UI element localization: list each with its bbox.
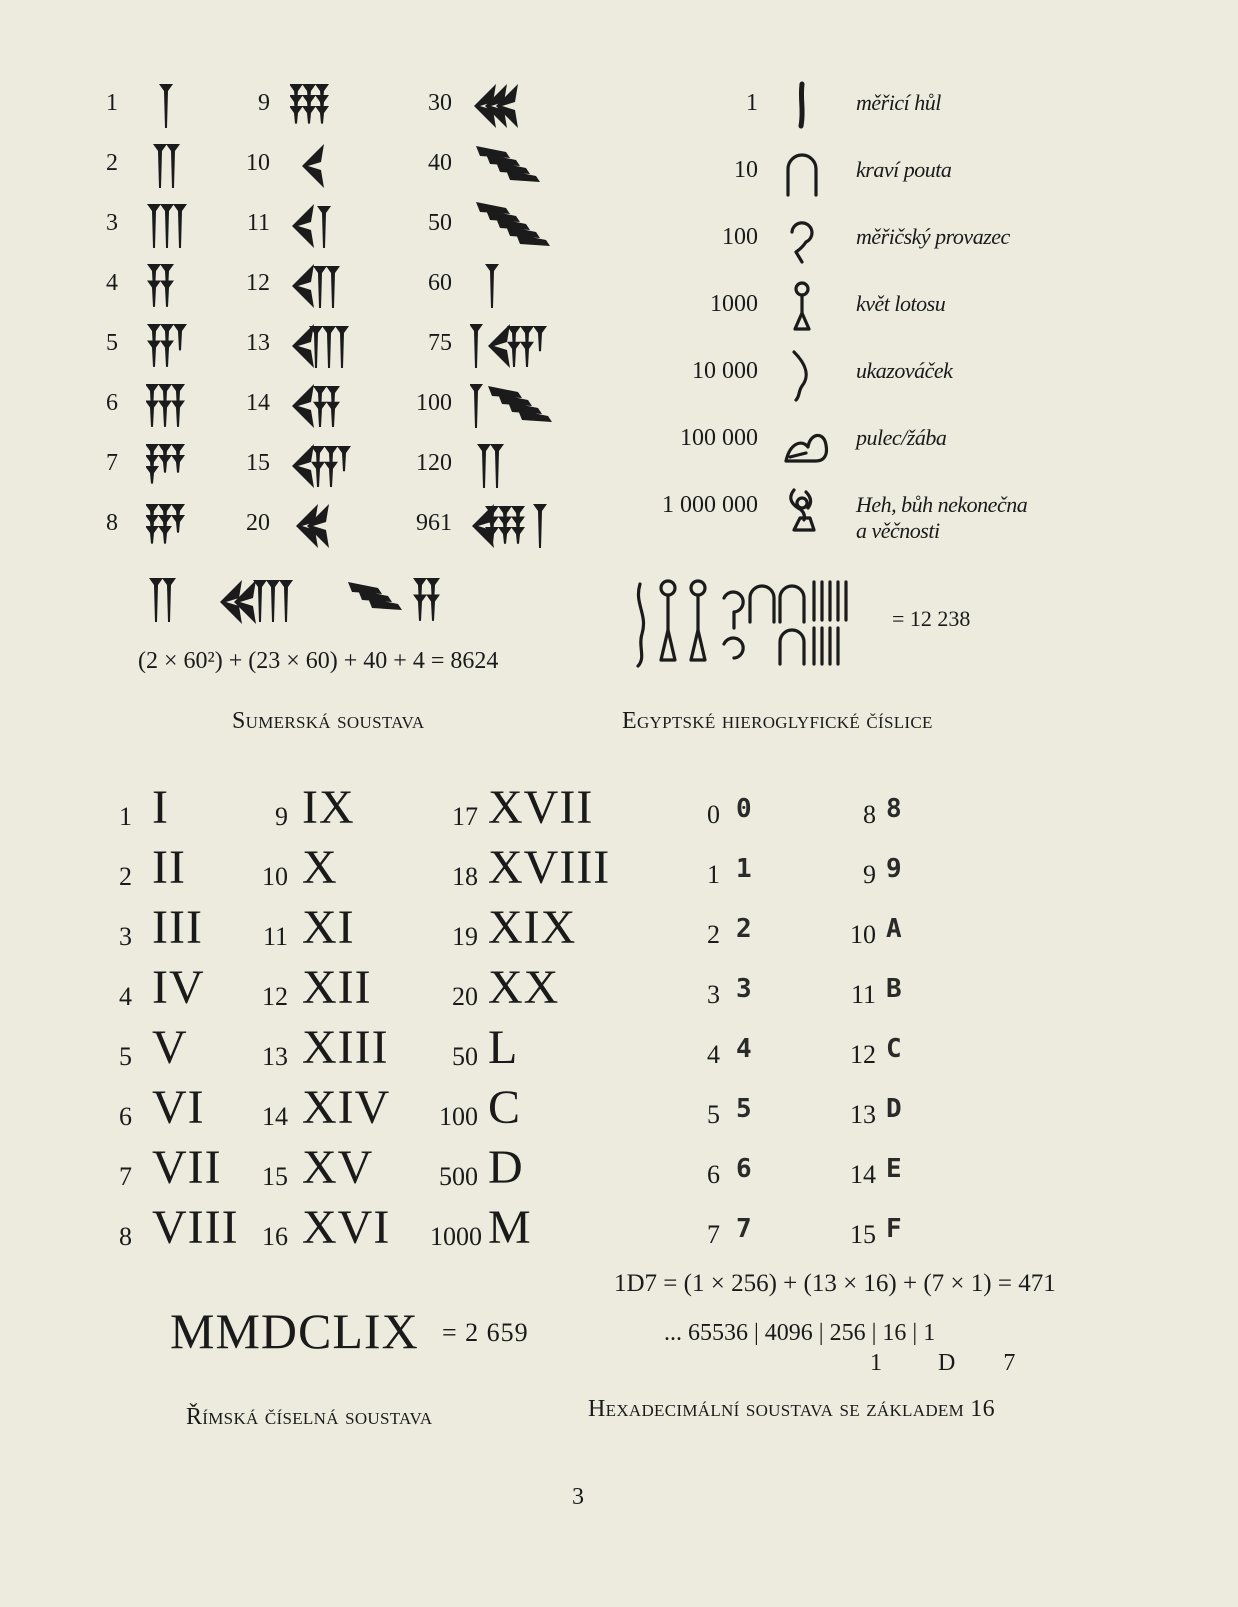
sumerian-number: 15 (246, 450, 270, 476)
hex-decimal-number: 6 (707, 1160, 720, 1189)
roman-arabic-number: 10 (262, 862, 288, 891)
sumerian-cuneiform-glyph (290, 258, 390, 316)
hex-digit: D (886, 1094, 902, 1124)
egyptian-number: 100 (722, 224, 758, 250)
frog-icon (780, 413, 836, 473)
hex-decimal-number: 0 (707, 800, 720, 829)
hex-digit: A (886, 914, 902, 944)
roman-numeral: XI (302, 901, 355, 954)
egyptian-number: 1000 (710, 291, 758, 317)
egyptian-example-result: = 12 238 (892, 606, 971, 631)
roman-arabic-number: 1000 (430, 1222, 482, 1251)
hex-decimal-number: 13 (850, 1100, 876, 1129)
sumerian-cuneiform-glyph (290, 78, 390, 136)
sumerian-number: 30 (428, 90, 452, 116)
roman-numeral: I (152, 781, 169, 834)
egyptian-symbol-name (856, 492, 1027, 544)
sumerian-cuneiform-glyph (470, 318, 570, 376)
roman-numeral: L (488, 1021, 519, 1074)
roman-numeral: VIII (152, 1201, 239, 1254)
roman-numeral: V (152, 1021, 188, 1074)
roman-numeral: III (152, 901, 203, 954)
sumerian-number: 1 (106, 90, 118, 116)
roman-arabic-number: 12 (262, 982, 288, 1011)
hex-digit: 1 (736, 854, 752, 884)
hex-decimal-number: 14 (850, 1160, 876, 1189)
roman-numeral: VII (152, 1141, 222, 1194)
sumerian-formula: (2 × 60²) + (23 × 60) + 40 + 4 = 8624 (138, 648, 499, 674)
hex-digit: 4 (736, 1034, 752, 1064)
roman-numeral: VI (152, 1081, 205, 1134)
hex-place-values: ... 65536 | 4096 | 256 | 16 | 1 (664, 1320, 936, 1346)
sumerian-cuneiform-glyph (470, 198, 570, 256)
hex-decimal-number: 11 (850, 980, 876, 1009)
sumerian-cuneiform-glyph (470, 498, 570, 556)
roman-numeral: XIII (302, 1021, 389, 1074)
sumerian-number: 11 (246, 210, 270, 236)
roman-example: MMDCLIX (170, 1303, 419, 1359)
sumerian-number: 75 (428, 330, 452, 356)
sumerian-number: 120 (416, 450, 452, 476)
sumerian-number: 961 (416, 510, 452, 536)
hex-decimal-number: 10 (850, 920, 876, 949)
sumerian-cuneiform-glyph (290, 138, 390, 196)
hex-decimal-number: 12 (850, 1040, 876, 1069)
roman-arabic-number: 11 (262, 922, 288, 951)
roman-arabic-number: 50 (452, 1042, 478, 1071)
hex-digit: 0 (736, 794, 752, 824)
sumerian-cuneiform-glyph (290, 198, 390, 256)
measuring-rod-icon (780, 78, 836, 138)
roman-numeral: XIX (488, 901, 577, 954)
hex-decimal-number: 5 (707, 1100, 720, 1129)
egyptian-number: 1 (746, 90, 758, 116)
hex-digit: 5 (736, 1094, 752, 1124)
sumerian-number: 4 (106, 270, 118, 296)
hex-digit: 3 (736, 974, 752, 1004)
sumerian-number: 3 (106, 210, 118, 236)
sumerian-number: 13 (246, 330, 270, 356)
hex-digit: 2 (736, 914, 752, 944)
sumerian-number: 10 (246, 150, 270, 176)
egyptian-symbol-name: měřičský provazec (856, 224, 1010, 249)
egyptian-caption: Egyptské hieroglyfické číslice (622, 708, 933, 734)
sumerian-number: 100 (416, 390, 452, 416)
sumerian-cuneiform-glyph (470, 378, 570, 436)
roman-arabic-number: 15 (262, 1162, 288, 1191)
hex-digit-1: 1 (870, 1350, 882, 1376)
hex-digit: 8 (886, 794, 902, 824)
roman-numeral: IV (152, 961, 205, 1014)
sumerian-cuneiform-glyph (470, 138, 570, 196)
sumerian-cuneiform-glyph (290, 498, 390, 556)
roman-numeral: XII (302, 961, 372, 1014)
sumerian-number: 9 (258, 90, 270, 116)
egyptian-number: 100 000 (680, 425, 758, 451)
hex-decimal-number: 7 (707, 1220, 720, 1249)
roman-arabic-number: 1 (119, 802, 132, 831)
egyptian-number: 10 000 (692, 358, 758, 384)
hex-digit: 6 (736, 1154, 752, 1184)
roman-arabic-number: 8 (119, 1222, 132, 1251)
hex-digit: B (886, 974, 902, 1004)
egyptian-example-hieroglyphs (628, 574, 868, 674)
roman-arabic-number: 4 (119, 982, 132, 1011)
sumerian-number: 40 (428, 150, 452, 176)
sumerian-number: 20 (246, 510, 270, 536)
egyptian-symbol-name: pulec/žába (856, 425, 947, 450)
roman-arabic-number: 3 (119, 922, 132, 951)
roman-numeral: XV (302, 1141, 374, 1194)
egyptian-symbol-name: květ lotosu (856, 291, 946, 316)
hex-digits-row (870, 1350, 1015, 1377)
roman-numeral: M (488, 1201, 532, 1254)
egyptian-symbol-name: ukazováček (856, 358, 953, 383)
sumerian-cuneiform-glyph (290, 438, 390, 496)
roman-arabic-number: 17 (452, 802, 478, 831)
roman-arabic-number: 5 (119, 1042, 132, 1071)
roman-arabic-number: 19 (452, 922, 478, 951)
sumerian-example-cuneiform (148, 574, 478, 634)
egyptian-number: 10 (734, 157, 758, 183)
lotus-flower-icon (780, 279, 836, 339)
hex-decimal-number: 1 (707, 860, 720, 889)
roman-numeral: X (302, 841, 338, 894)
sumerian-cuneiform-glyph (290, 318, 390, 376)
hex-digit: E (886, 1154, 902, 1184)
cattle-hobble-icon (780, 145, 836, 205)
egyptian-symbol-name: měřicí hůl (856, 90, 941, 115)
hex-decimal-number: 3 (707, 980, 720, 1009)
sumerian-number: 60 (428, 270, 452, 296)
roman-arabic-number: 13 (262, 1042, 288, 1071)
sumerian-number: 5 (106, 330, 118, 356)
egyptian-number: 1 000 000 (662, 492, 758, 518)
roman-numeral: XVI (302, 1201, 391, 1254)
roman-numeral: D (488, 1141, 524, 1194)
finger-icon (780, 346, 836, 406)
roman-numeral: II (152, 841, 186, 894)
roman-arabic-number: 20 (452, 982, 478, 1011)
sumerian-caption: Sumerská soustava (232, 708, 425, 734)
roman-numeral: XVII (488, 781, 594, 834)
roman-arabic-number: 6 (119, 1102, 132, 1131)
roman-caption: Římská číselná soustava (186, 1404, 433, 1430)
hex-decimal-number: 4 (707, 1040, 720, 1069)
sumerian-number: 14 (246, 390, 270, 416)
coiled-rope-icon (780, 212, 836, 272)
roman-numeral: XX (488, 961, 560, 1014)
sumerian-cuneiform-glyph (470, 78, 570, 136)
hex-digit-7: 7 (1003, 1350, 1016, 1376)
sumerian-cuneiform-glyph (470, 258, 570, 316)
page-number: 3 (572, 1484, 584, 1510)
egyptian-symbol-name-line1: Heh, bůh nekonečna (856, 492, 1028, 517)
roman-numeral: IX (302, 781, 355, 834)
hex-decimal-number: 9 (863, 860, 876, 889)
roman-arabic-number: 2 (119, 862, 132, 891)
hex-digit-d: D (938, 1350, 956, 1376)
hex-decimal-number: 8 (863, 800, 876, 829)
sumerian-number: 12 (246, 270, 270, 296)
sumerian-number: 2 (106, 150, 118, 176)
sumerian-cuneiform-glyph (470, 438, 570, 496)
sumerian-cuneiform-glyph (290, 378, 390, 436)
roman-arabic-number: 500 (439, 1162, 478, 1191)
sumerian-number: 8 (106, 510, 118, 536)
roman-arabic-number: 7 (119, 1162, 132, 1191)
hex-decimal-number: 2 (707, 920, 720, 949)
hex-digit: F (886, 1214, 902, 1244)
sumerian-number: 6 (106, 390, 118, 416)
roman-arabic-number: 18 (452, 862, 478, 891)
roman-numeral: C (488, 1081, 522, 1134)
egyptian-symbol-name-line2: a věčnosti (856, 518, 940, 543)
sumerian-number: 7 (106, 450, 118, 476)
roman-arabic-number: 16 (262, 1222, 288, 1251)
egyptian-symbol-name: kraví pouta (856, 157, 952, 182)
roman-numeral: XIV (302, 1081, 391, 1134)
hex-digit: C (886, 1034, 902, 1064)
hex-caption: Hexadecimální soustava se základem 16 (588, 1396, 995, 1422)
roman-example-result: = 2 659 (442, 1318, 529, 1347)
sumerian-number: 50 (428, 210, 452, 236)
heh-god-icon (780, 480, 836, 540)
hex-digit: 7 (736, 1214, 752, 1244)
roman-arabic-number: 14 (262, 1102, 288, 1131)
hex-decimal-number: 15 (850, 1220, 876, 1249)
hex-formula: 1D7 = (1 × 256) + (13 × 16) + (7 × 1) = 471 (614, 1270, 1056, 1297)
roman-arabic-number: 100 (439, 1102, 478, 1131)
hex-digit: 9 (886, 854, 902, 884)
roman-arabic-number: 9 (275, 802, 288, 831)
roman-numeral: XVIII (488, 841, 611, 894)
